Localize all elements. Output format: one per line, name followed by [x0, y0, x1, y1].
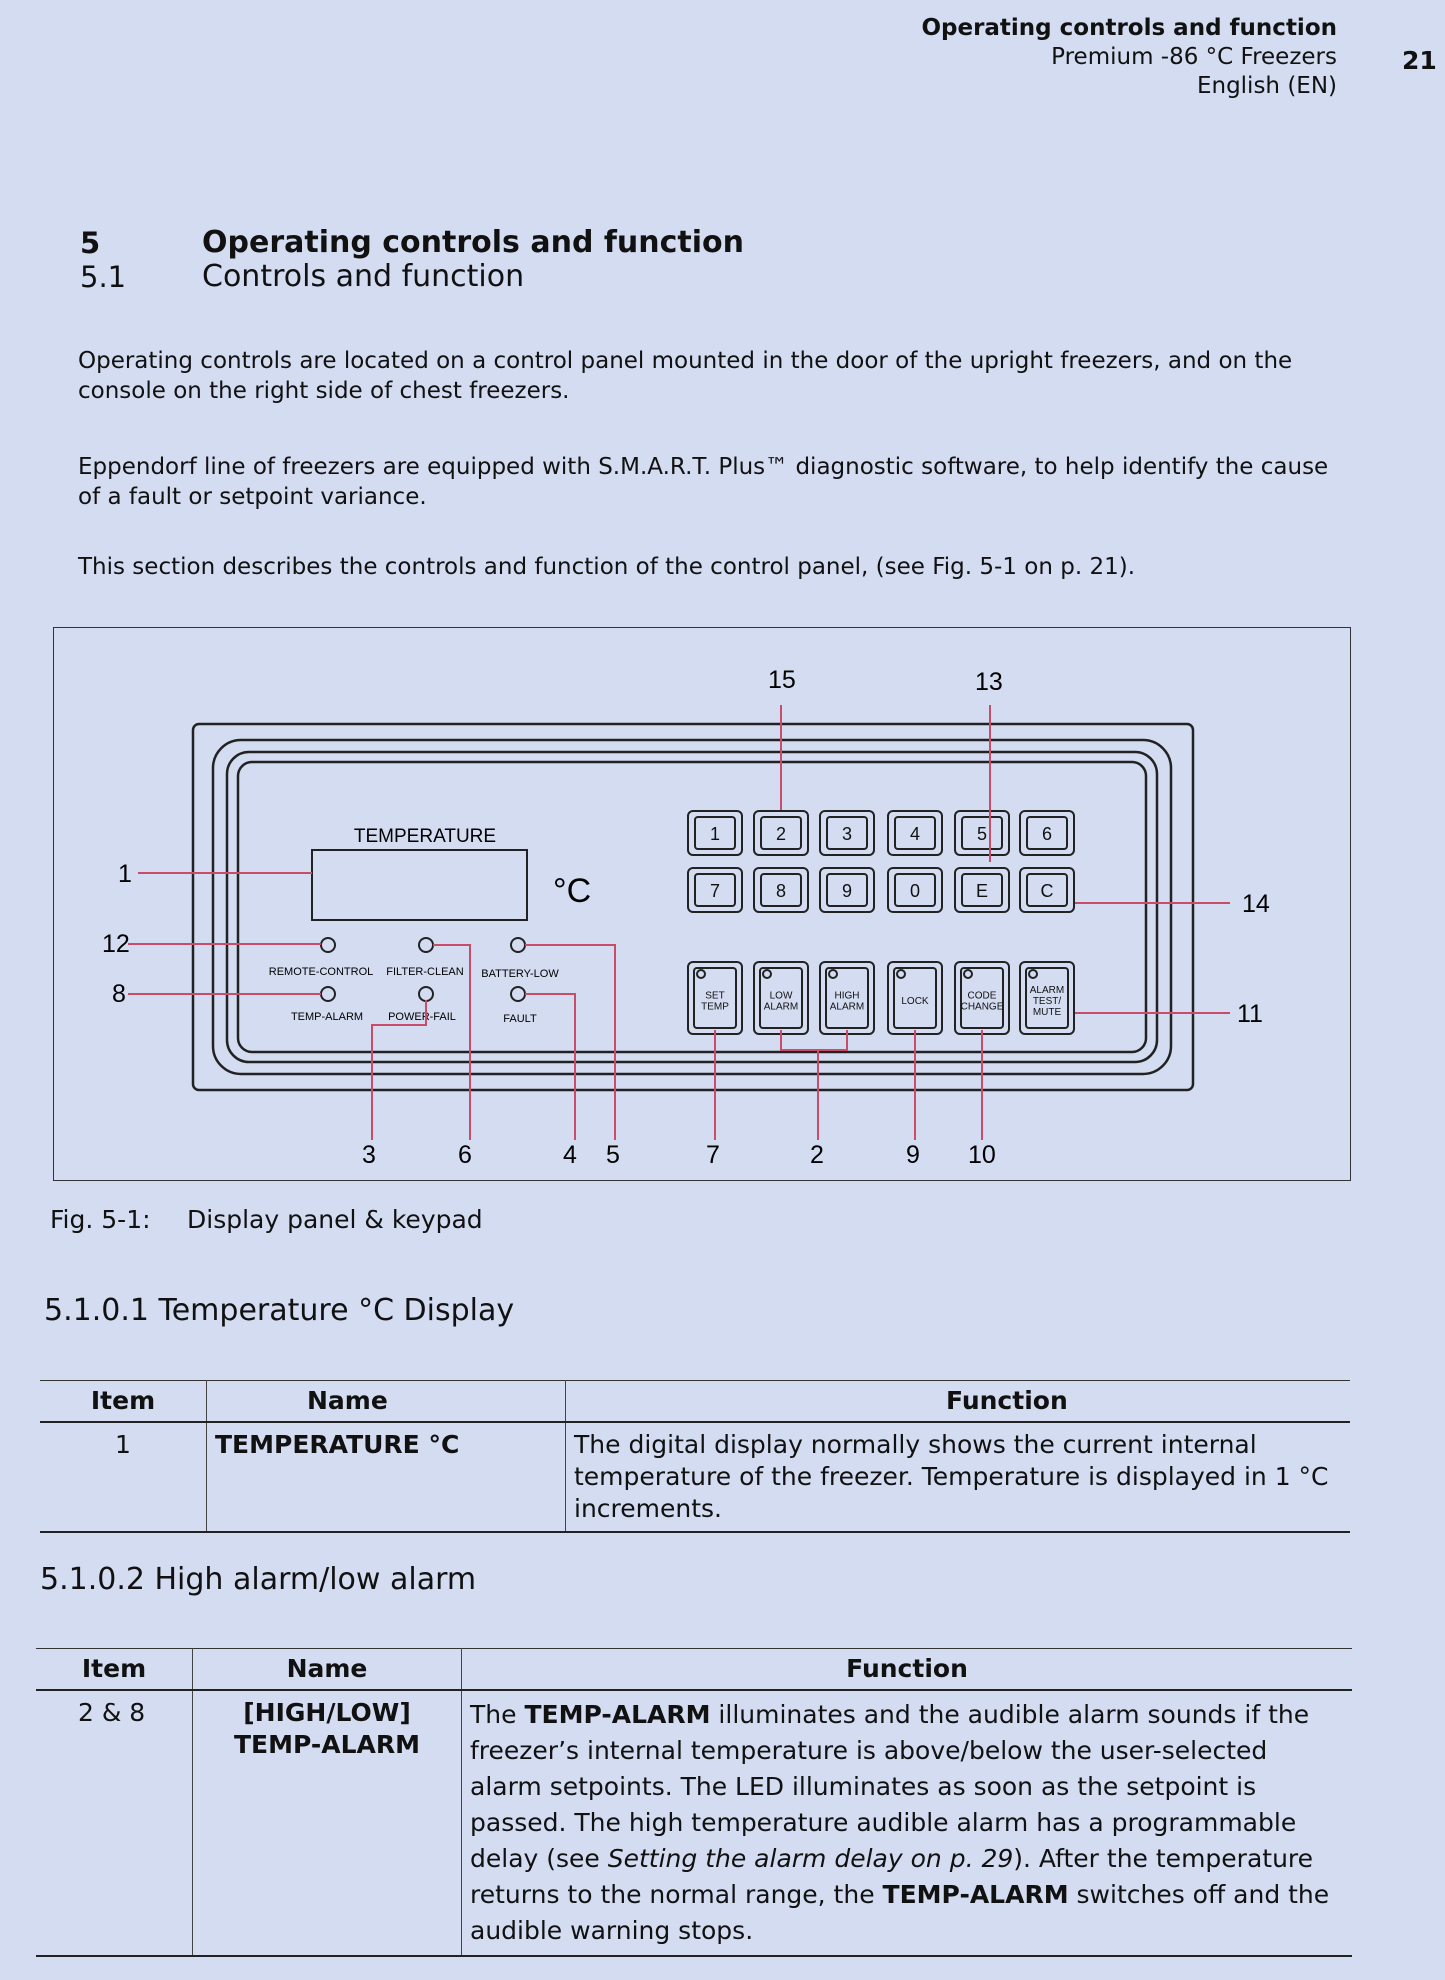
function-key-led: [829, 970, 837, 978]
panel-bezel-inner: [227, 752, 1157, 1062]
function-key-led: [697, 970, 705, 978]
callout-12: 12: [102, 930, 130, 958]
col-item: Item: [40, 1381, 207, 1423]
key-label: 3: [841, 824, 853, 844]
section-heading-temperature: 5.1.0.1 Temperature °C Display: [44, 1293, 515, 1328]
callout-5: 5: [606, 1141, 620, 1169]
led-fault: [511, 987, 525, 1001]
callout-4: 4: [563, 1141, 577, 1169]
col-name: Name: [193, 1649, 462, 1691]
row-name: [193, 1690, 462, 1956]
filter-clean-label: FILTER-CLEAN: [386, 966, 464, 978]
section-paragraph: This section describes the controls and function of the control panel, (see Fig. 5-1 on p. 21).: [78, 554, 1136, 580]
callout-15: 15: [768, 666, 796, 694]
key-label: 9: [841, 881, 853, 901]
led-remote-control: [321, 938, 335, 952]
key-label: 8: [775, 881, 787, 901]
key-label: 0: [909, 881, 921, 901]
col-function: Function: [462, 1649, 1353, 1691]
function-key-led: [964, 970, 972, 978]
key-label: 1: [709, 824, 721, 844]
callout-7: 7: [706, 1141, 720, 1169]
battery-low-label: BATTERY-LOW: [481, 968, 559, 980]
row-item: 1: [40, 1422, 207, 1532]
figure-caption-text: Display panel & keypad: [187, 1205, 483, 1234]
section-heading-alarm: 5.1.0.2 High alarm/low alarm: [40, 1562, 477, 1597]
key-label: 7: [709, 881, 721, 901]
key-label: 5: [976, 824, 988, 844]
function-key-label: ALARM: [763, 1001, 799, 1013]
function-text-5: ). After the temperature returns to the normal range, the: [470, 1844, 1314, 1909]
row-name-line2: TEMP-ALARM: [233, 1730, 421, 1759]
callout-11: 11: [1237, 1000, 1263, 1028]
led-battery-low: [511, 938, 525, 952]
temperature-label: TEMPERATURE: [353, 826, 497, 847]
power-fail-label: POWER-FAIL: [388, 1011, 456, 1023]
function-text-2: TEMP-ALARM: [524, 1700, 711, 1729]
row-function: The digital display normally shows the current internal temperature of the freezer. Temperature is displayed in 1 °C increments.: [566, 1422, 1351, 1532]
col-function: Function: [566, 1381, 1351, 1423]
header-language: English (EN): [1196, 73, 1337, 99]
key-label: C: [1040, 881, 1054, 901]
callout-13: 13: [975, 668, 1003, 696]
remote-control-label: REMOTE-CONTROL: [268, 966, 374, 978]
fault-label: FAULT: [503, 1013, 537, 1025]
function-key-label: TEMP: [701, 1001, 729, 1013]
panel-bezel: [213, 740, 1171, 1074]
function-key-label: ALARM: [1029, 985, 1065, 996]
function-key-label: TEST/: [1032, 996, 1062, 1007]
key-label: 4: [909, 824, 921, 844]
led-power-fail: [419, 987, 433, 1001]
temp-alarm-label: TEMP-ALARM: [290, 1011, 364, 1023]
function-key-label: LOW: [769, 990, 793, 1002]
temperature-display: [312, 850, 527, 920]
key-label: 6: [1041, 824, 1053, 844]
function-key-led: [1029, 970, 1037, 978]
function-key-label: CHANGE: [960, 1001, 1004, 1013]
header-section-title: Operating controls and function: [921, 15, 1337, 41]
function-key-label: LOCK: [901, 996, 929, 1007]
callout-1: 1: [118, 860, 132, 888]
function-text-1: The: [470, 1700, 525, 1729]
table-row: [36, 1690, 1352, 1956]
callout-9: 9: [906, 1141, 920, 1169]
subchapter-num: 5.1: [80, 260, 127, 294]
row-item: 2 & 8: [36, 1690, 193, 1956]
callout-2: 2: [810, 1141, 824, 1169]
function-key-label: HIGH: [834, 990, 860, 1002]
callout-14: 14: [1242, 890, 1270, 918]
function-key-led: [763, 970, 771, 978]
callout-8: 8: [112, 980, 126, 1008]
col-item: Item: [36, 1649, 193, 1691]
key-label: 2: [775, 824, 787, 844]
function-key-label: ALARM: [829, 1001, 865, 1013]
chapter-num: 5: [80, 226, 101, 260]
figure-caption-label: Fig. 5-1:: [50, 1205, 151, 1234]
figure-caption: [50, 1205, 483, 1234]
chapter-title: Operating controls and function: [202, 225, 745, 260]
function-key-label: SET: [705, 990, 725, 1002]
row-name: TEMPERATURE °C: [207, 1422, 566, 1532]
page-number: 21: [1402, 46, 1437, 75]
alarm-table: [36, 1648, 1352, 1957]
table-row: [40, 1422, 1350, 1532]
header-product: Premium -86 °C Freezers: [1051, 44, 1337, 70]
led-filter-clean: [419, 938, 433, 952]
celsius-unit: °C: [553, 872, 592, 910]
subchapter-title: Controls and function: [202, 259, 525, 294]
intro-paragraph: Operating controls are located on a control panel mounted in the door of the upright freezers, and on the console on the right side of chest freezers.: [78, 348, 1293, 404]
callout-6: 6: [458, 1141, 472, 1169]
function-key-label: CODE: [967, 990, 997, 1002]
software-paragraph: Eppendorf line of freezers are equipped with S.M.A.R.T. Plus™ diagnostic software, to help identify the cause of a fault or setpoint variance.: [78, 454, 1329, 510]
temperature-table: [40, 1380, 1350, 1533]
key-label: E: [975, 881, 989, 901]
row-name-line1: [HIGH/LOW]: [243, 1698, 411, 1727]
led-temp-alarm: [321, 987, 335, 1001]
function-text-4: Setting the alarm delay on p. 29: [607, 1844, 1014, 1873]
col-name: Name: [207, 1381, 566, 1423]
function-key-label: MUTE: [1032, 1007, 1062, 1018]
row-function: [462, 1690, 1353, 1956]
function-text-6: TEMP-ALARM: [882, 1880, 1069, 1909]
callout-10: 10: [968, 1141, 996, 1169]
function-text-3: illuminates and the audible alarm sounds if the freezer’s internal temperature is above/below the user-selected alarm setpoints. The LED illuminates as soon as the setpoint is passed. The high temperature audible alarm has a programmable delay (see: [470, 1700, 1310, 1873]
function-text-7: switches off and the audible warning stops.: [470, 1880, 1330, 1945]
callout-3: 3: [362, 1141, 376, 1169]
function-key-led: [897, 970, 905, 978]
